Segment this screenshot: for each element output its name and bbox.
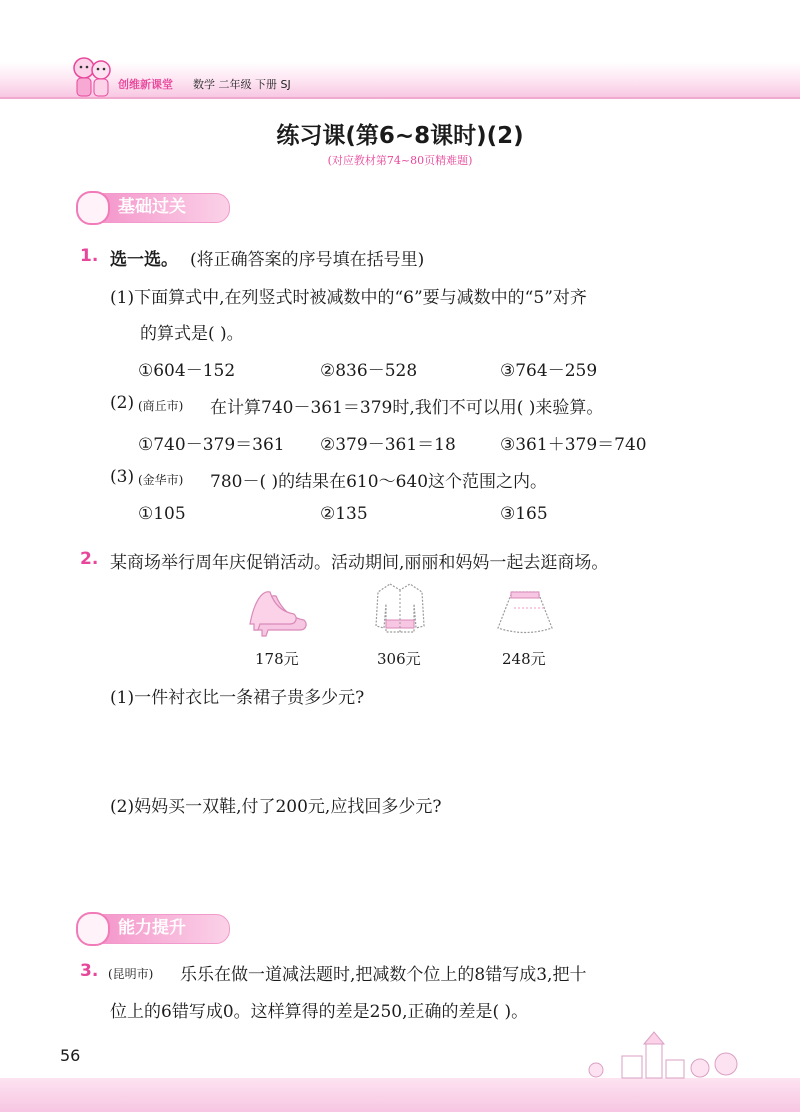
cartoon-girl-avatar-icon	[76, 191, 110, 225]
skirt-price: 248元	[502, 650, 546, 668]
q1-part2-text: 在计算740－361＝379时,我们不可以用( )来验算。	[210, 398, 604, 418]
question-number-2: 2.	[80, 549, 99, 569]
q1-part1-option-1: ①604－152	[138, 361, 236, 381]
cartoon-boy-avatar-icon	[76, 912, 110, 946]
question-number-3: 3.	[80, 961, 99, 981]
high-heel-shoes-icon	[248, 584, 310, 640]
question-number-1: 1.	[80, 246, 99, 266]
q1-part3-prefix: (3)	[110, 467, 135, 487]
book-info: 数学 二年级 下册 SJ	[193, 78, 291, 91]
footer-band	[0, 1078, 800, 1112]
q1-part1-line1: (1)下面算式中,在列竖式时被减数中的“6”要与减数中的“5”对齐	[110, 288, 587, 308]
page-title: 练习课(第6~8课时)(2)	[276, 123, 524, 149]
q1-part2-option-3: ③361＋379＝740	[500, 435, 647, 455]
question-2-sub2: (2)妈妈买一双鞋,付了200元,应找回多少元?	[110, 797, 442, 817]
shoes-price: 178元	[255, 650, 299, 668]
q1-part3-option-2: ②135	[320, 504, 368, 524]
question-3-line1: 乐乐在做一道减法题时,把减数个位上的8错写成3,把十	[180, 965, 587, 985]
question-1-instruction: (将正确答案的序号填在括号里)	[190, 250, 425, 270]
q1-part2-option-2: ②379－361＝18	[320, 435, 456, 455]
section-title-basic: 基础过关	[118, 197, 186, 217]
question-2-sub1: (1)一件衬衣比一条裙子贵多少元?	[110, 688, 365, 708]
q1-part2-source: (商丘市)	[138, 399, 184, 413]
question-3-source: (昆明市)	[108, 967, 154, 981]
skirt-icon	[494, 588, 556, 638]
section-title-advanced: 能力提升	[118, 918, 186, 938]
brand-name: 创维新课堂	[118, 78, 173, 91]
q1-part3-text: 780－( )的结果在610～640这个范围之内。	[210, 472, 548, 492]
q1-part1-option-2: ②836－528	[320, 361, 418, 381]
q1-part2-prefix: (2)	[110, 393, 135, 413]
castle-decoration-icon	[560, 1030, 760, 1080]
page-number: 56	[60, 1046, 81, 1065]
shirt-icon	[372, 580, 428, 640]
question-3-line2: 位上的6错写成0。这样算得的差是250,正确的差是( )。	[110, 1002, 529, 1022]
q1-part3-option-3: ③165	[500, 504, 548, 524]
question-2-text: 某商场举行周年庆促销活动。活动期间,丽丽和妈妈一起去逛商场。	[110, 553, 609, 573]
cartoon-kids-logo-icon	[68, 52, 116, 98]
header-divider	[0, 97, 800, 99]
q1-part1-line2: 的算式是( )。	[140, 324, 244, 344]
q1-part3-option-1: ①105	[138, 504, 186, 524]
q1-part3-source: (金华市)	[138, 473, 184, 487]
shirt-price: 306元	[377, 650, 421, 668]
q1-part1-option-3: ③764－259	[500, 361, 598, 381]
question-1-title: 选一选。	[110, 250, 178, 270]
q1-part2-option-1: ①740－379＝361	[138, 435, 285, 455]
page-subtitle: (对应教材第74~80页精难题)	[327, 154, 473, 167]
